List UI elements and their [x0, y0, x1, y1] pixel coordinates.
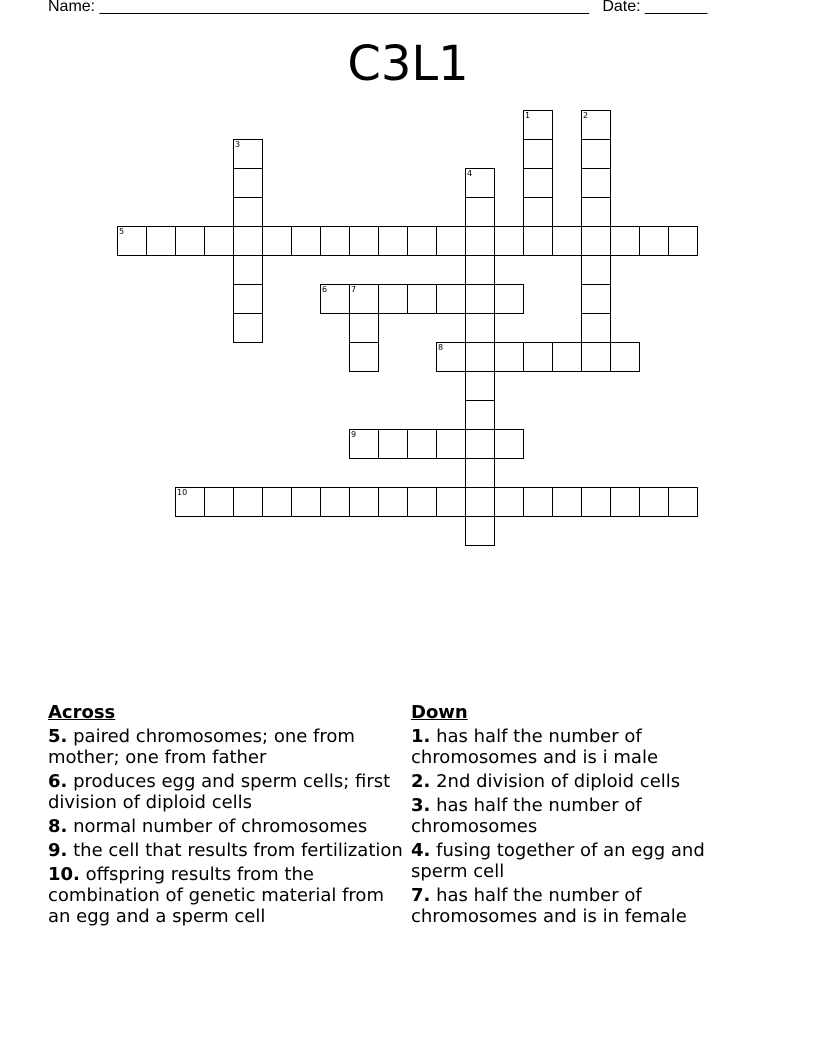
- clue-text: has half the number of chromosomes and is in female: [411, 885, 687, 927]
- grid-cell[interactable]: [523, 168, 553, 198]
- clue-item: [411, 795, 751, 837]
- grid-cell[interactable]: [523, 487, 553, 517]
- grid-cell[interactable]: [610, 342, 640, 372]
- grid-cell[interactable]: [465, 255, 495, 285]
- clue-item: [48, 726, 410, 768]
- grid-cell[interactable]: [349, 487, 379, 517]
- clue-text: has half the number of chromosomes and is i male: [411, 726, 659, 768]
- clue-item: [411, 885, 751, 927]
- grid-cell[interactable]: [291, 487, 321, 517]
- grid-cell[interactable]: [204, 487, 234, 517]
- clue-item: [48, 864, 410, 927]
- grid-cell[interactable]: [581, 226, 611, 256]
- clue-number-label: 9: [351, 430, 357, 439]
- clue-number: 1.: [411, 726, 431, 747]
- grid-cell[interactable]: [175, 487, 205, 517]
- grid-cell[interactable]: [552, 342, 582, 372]
- clue-text: fusing together of an egg and sperm cell: [411, 840, 705, 882]
- grid-cell[interactable]: [233, 226, 263, 256]
- grid-cell[interactable]: [465, 284, 495, 314]
- grid-cell[interactable]: [465, 168, 495, 198]
- grid-cell[interactable]: [349, 284, 379, 314]
- grid-cell[interactable]: [639, 487, 669, 517]
- clue-number-label: 7: [351, 285, 357, 294]
- grid-cell[interactable]: [436, 429, 466, 459]
- clue-number: 2.: [411, 771, 431, 792]
- grid-cell[interactable]: [465, 313, 495, 343]
- grid-cell[interactable]: [233, 313, 263, 343]
- grid-cell[interactable]: [262, 226, 292, 256]
- grid-cell[interactable]: [320, 284, 350, 314]
- grid-cell[interactable]: [523, 226, 553, 256]
- grid-cell[interactable]: [494, 429, 524, 459]
- clue-item: [48, 816, 410, 837]
- grid-cell[interactable]: [233, 168, 263, 198]
- clue-number-label: 1: [525, 111, 531, 120]
- grid-cell[interactable]: [581, 487, 611, 517]
- clue-text: offspring results from the combination of genetic material from an egg and a sperm cell: [48, 864, 384, 927]
- grid-cell[interactable]: [233, 197, 263, 227]
- clue-number: 7.: [411, 885, 431, 906]
- grid-cell[interactable]: [117, 226, 147, 256]
- grid-cell[interactable]: [407, 487, 437, 517]
- grid-cell[interactable]: [320, 226, 350, 256]
- grid-cell[interactable]: [610, 487, 640, 517]
- grid-cell[interactable]: [465, 429, 495, 459]
- across-heading: Across: [48, 702, 116, 723]
- clue-number-label: 4: [467, 169, 473, 178]
- grid-cell[interactable]: [581, 313, 611, 343]
- clue-text: has half the number of chromosomes: [411, 795, 642, 837]
- grid-cell[interactable]: [436, 342, 466, 372]
- clue-number: 8.: [48, 816, 68, 837]
- grid-cell[interactable]: [552, 226, 582, 256]
- grid-cell[interactable]: [465, 226, 495, 256]
- clue-number-label: 3: [235, 140, 241, 149]
- clue-number: 4.: [411, 840, 431, 861]
- grid-cell[interactable]: [407, 226, 437, 256]
- grid-cell[interactable]: [349, 342, 379, 372]
- grid-cell[interactable]: [523, 342, 553, 372]
- grid-cell[interactable]: [465, 400, 495, 430]
- clue-text: produces egg and sperm cells; first division of diploid cells: [48, 771, 391, 813]
- grid-cell[interactable]: [581, 255, 611, 285]
- grid-cell[interactable]: [320, 487, 350, 517]
- grid-cell[interactable]: [581, 110, 611, 140]
- grid-cell[interactable]: [581, 284, 611, 314]
- clue-number: 3.: [411, 795, 431, 816]
- clue-number: 9.: [48, 840, 68, 861]
- clue-item: [48, 840, 410, 861]
- name-field-label: Name: _______________________________________________________: [48, 0, 589, 15]
- grid-cell[interactable]: [639, 226, 669, 256]
- grid-cell[interactable]: [262, 487, 292, 517]
- clue-text: paired chromosomes; one from mother; one from father: [48, 726, 355, 768]
- clue-number-label: 2: [583, 111, 589, 120]
- clue-number: 6.: [48, 771, 68, 792]
- clue-number: 10.: [48, 864, 80, 885]
- clue-item: [411, 726, 751, 768]
- grid-cell[interactable]: [465, 342, 495, 372]
- grid-cell[interactable]: [378, 487, 408, 517]
- grid-cell[interactable]: [523, 139, 553, 169]
- clue-number-label: 8: [438, 343, 444, 352]
- grid-cell[interactable]: [436, 487, 466, 517]
- grid-cell[interactable]: [465, 487, 495, 517]
- grid-cell[interactable]: [407, 429, 437, 459]
- grid-cell[interactable]: [378, 429, 408, 459]
- clue-item: [411, 771, 751, 792]
- clue-item: [48, 771, 410, 813]
- grid-cell[interactable]: [494, 226, 524, 256]
- across-clues: [48, 702, 410, 930]
- grid-cell[interactable]: [233, 255, 263, 285]
- clue-text: 2nd division of diploid cells: [436, 771, 681, 792]
- grid-cell[interactable]: [465, 371, 495, 401]
- grid-cell[interactable]: [407, 284, 437, 314]
- grid-cell[interactable]: [552, 487, 582, 517]
- clue-text: the cell that results from fertilization: [73, 840, 403, 861]
- grid-cell[interactable]: [233, 139, 263, 169]
- grid-cell[interactable]: [349, 313, 379, 343]
- down-clues: [411, 702, 751, 930]
- grid-cell[interactable]: [523, 110, 553, 140]
- grid-cell[interactable]: [581, 342, 611, 372]
- grid-cell[interactable]: [378, 284, 408, 314]
- grid-cell[interactable]: [494, 284, 524, 314]
- clue-number-label: 5: [119, 227, 125, 236]
- clue-item: [411, 840, 751, 882]
- puzzle-title: C3L1: [347, 36, 469, 92]
- grid-cell[interactable]: [581, 139, 611, 169]
- grid-cell[interactable]: [668, 487, 698, 517]
- clue-number-label: 6: [322, 285, 328, 294]
- grid-cell[interactable]: [204, 226, 234, 256]
- date-field-label: Date: _______: [602, 0, 708, 15]
- grid-cell[interactable]: [146, 226, 176, 256]
- grid-cell[interactable]: [494, 342, 524, 372]
- grid-cell[interactable]: [610, 226, 640, 256]
- grid-cell[interactable]: [436, 226, 466, 256]
- grid-cell[interactable]: [581, 168, 611, 198]
- grid-cell[interactable]: [523, 197, 553, 227]
- grid-cell[interactable]: [291, 226, 321, 256]
- grid-cell[interactable]: [175, 226, 205, 256]
- grid-cell[interactable]: [378, 226, 408, 256]
- clue-number: 5.: [48, 726, 68, 747]
- grid-cell[interactable]: [233, 487, 263, 517]
- grid-cell[interactable]: [349, 429, 379, 459]
- grid-cell[interactable]: [465, 516, 495, 546]
- grid-cell[interactable]: [465, 458, 495, 488]
- grid-cell[interactable]: [233, 284, 263, 314]
- down-heading: Down: [411, 702, 468, 723]
- grid-cell[interactable]: [494, 487, 524, 517]
- grid-cell[interactable]: [668, 226, 698, 256]
- clue-text: normal number of chromosomes: [73, 816, 368, 837]
- grid-cell[interactable]: [436, 284, 466, 314]
- grid-cell[interactable]: [465, 197, 495, 227]
- clue-number-label: 10: [177, 488, 188, 497]
- grid-cell[interactable]: [581, 197, 611, 227]
- grid-cell[interactable]: [349, 226, 379, 256]
